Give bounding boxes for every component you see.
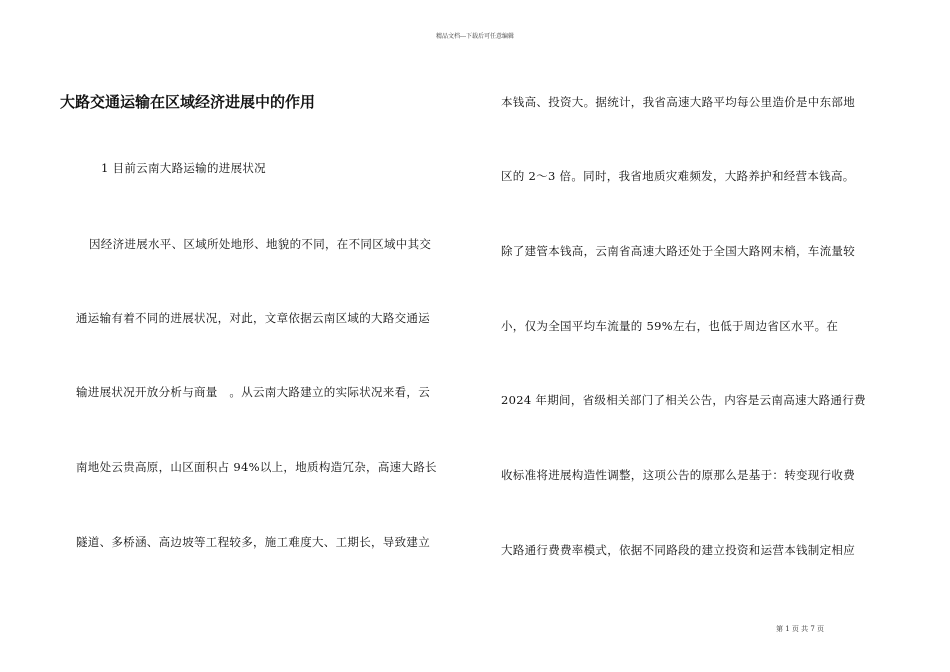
body-line: 通运输有着不同的进展状况，对此，文章依据云南区域的大路交通运 [76, 311, 430, 325]
body-line: 除了建管本钱高，云南省高速大路还处于全国大路网末梢，车流量较 [501, 244, 855, 258]
body-line: 南地处云贵高原，山区面积占 94%以上，地质构造冗杂，高速大路长 [76, 460, 437, 474]
body-line: 本钱高、投资大。据统计，我省高速大路平均每公里造价是中东部地 [501, 95, 855, 109]
page-header-note: 精品文档---下载后可任意编辑 [435, 33, 515, 40]
body-line: 大路通行费费率模式，依据不同路段的建立投资和运营本钱制定相应 [501, 543, 855, 557]
body-line: 因经济进展水平、区域所处地形、地貌的不同，在不同区域中其交 [89, 237, 432, 251]
body-line: 输进展状况开放分析与商量 。从云南大路建立的实际状况来看，云 [76, 385, 430, 399]
document-title: 大路交通运输在区域经济进展中的作用 [60, 93, 316, 111]
section-heading: 1 目前云南大路运输的进展状况 [101, 161, 266, 175]
body-line: 区的 2～3 倍。同时，我省地质灾难频发，大路养护和经营本钱高。 [501, 169, 855, 183]
body-line: 小，仅为全国平均车流量的 59%左右，也低于周边省区水平。在 [501, 319, 839, 333]
body-line: 收标准将进展构造性调整，这项公告的原那么是基于：转变现行收费 [501, 468, 855, 482]
page-number: 第 1 页 共 7 页 [776, 625, 825, 633]
body-line: 隧道、多桥涵、高边坡等工程较多，施工难度大、工期长，导致建立 [76, 535, 430, 549]
body-line: 2024 年期间，省级相关部门了相关公告，内容是云南高速大路通行费 [501, 393, 866, 407]
